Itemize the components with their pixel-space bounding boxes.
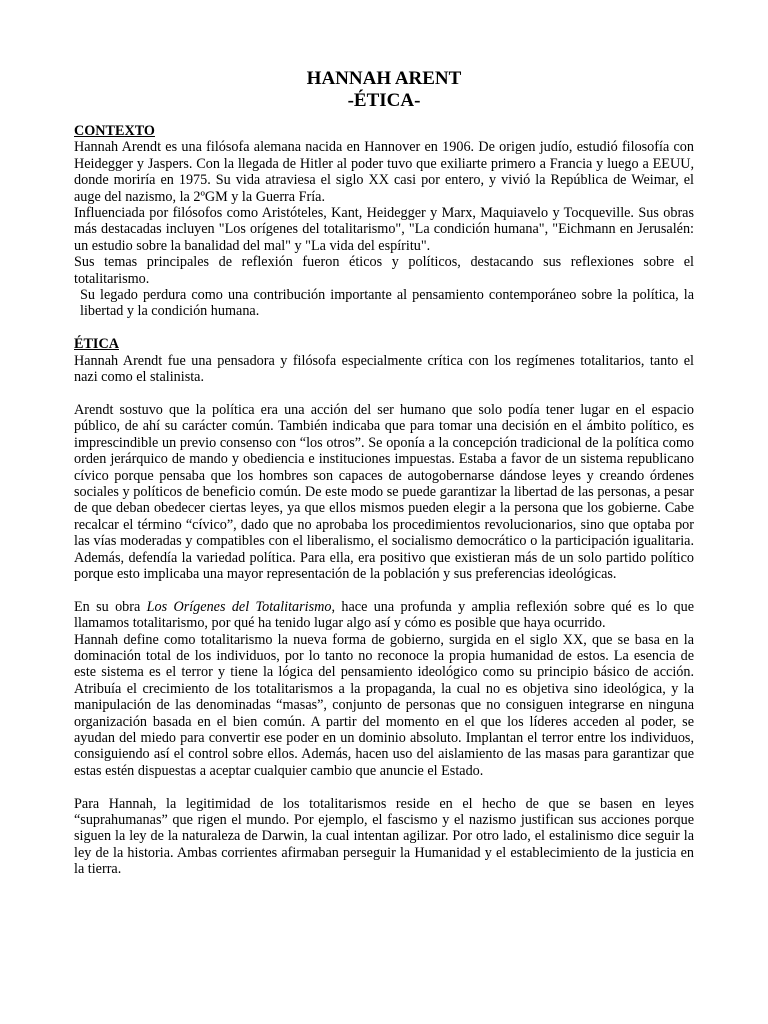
title-line-2: -ÉTICA- — [347, 90, 421, 111]
heading-contexto: CONTEXTO — [74, 123, 155, 139]
etica-paragraph-3 — [74, 599, 694, 632]
spacer — [74, 779, 694, 795]
spacer — [74, 582, 694, 598]
etica-paragraph-5: Para Hannah, la legitimidad de los totalitarismos reside en el hecho de que se basen en leyes “suprahumanas” que rigen el mundo. Por ejemplo, el fascismo y el nazismo justifican sus acciones porque siguen la ley de la naturaleza de Darwin, la cual intentan agilizar. Por otro lado, el estalinismo dice seguir la ley de la historia. Ambas corrientes afirmaban perseguir la Humanidad y el establecimiento de la justicia en la tierra. — [74, 795, 694, 878]
title-line-1: HANNAH ARENT — [306, 68, 462, 89]
contexto-paragraph-3: Sus temas principales de reflexión fueron éticos y políticos, destacando sus reflexiones sobre el totalitarismo. — [74, 254, 694, 287]
section-contexto — [74, 123, 694, 320]
section-etica — [74, 336, 694, 877]
spacer — [74, 385, 694, 401]
contexto-paragraph-4: Su legado perdura como una contribución importante al pensamiento contemporáneo sobre la política, la libertad y la condición humana. — [80, 287, 694, 320]
contexto-paragraph-2: Influenciada por filósofos como Aristóteles, Kant, Heidegger y Marx, Maquiavelo y Tocqueville. Sus obras más destacadas incluyen "Los orígenes del totalitarismo", "La condición humana", "Eichmann en Jerusalén: un estudio sobre la banalidad del mal" y "La vida del espíritu". — [74, 205, 694, 254]
contexto-paragraph-1: Hannah Arendt es una filósofa alemana nacida en Hannover en 1906. De origen judío, estudió filosofía con Heidegger y Jaspers. Con la llegada de Hitler al poder tuvo que exiliarte primero a Francia y luego a EEUU, donde moriría en 1975. Su vida atraviesa el siglo XX casi por entero, y vivió la República de Weimar, el auge del nazismo, la 2ºGM y la Guerra Fría. — [74, 139, 694, 205]
etica-paragraph-1: Hannah Arendt fue una pensadora y filósofa especialmente crítica con los regímenes totalitarios, tanto el nazi como el stalinista. — [74, 352, 694, 386]
etica-paragraph-3-end: , hace una profunda y amplia reflexión sobre qué es lo que llamamos totalitarismo, por qué ha tenido lugar algo así y cómo es posible que haya ocurrido. — [74, 598, 694, 632]
spacer — [74, 320, 694, 336]
etica-paragraph-3-start: En su obra — [74, 598, 147, 615]
etica-paragraph-2: Arendt sostuvo que la política era una acción del ser humano que solo podía tener lugar en el espacio público, de ahí su carácter común. También indicaba que para tomar una decisión en el ámbito político, es imprescindible un previo consenso con “los otros”. Se oponía a la concepción tradicional de la política como orden jerárquico de mando y obediencia e instituciones impuestas. Estaba a favor de un sistema republicano cívico porque pensaba que los hombres son capaces de autogobernarse dándose leyes y creando órdenes sociales y políticos de beneficio común. De este modo se puede garantizar la libertad de las personas, a pesar de que deban obedecer ciertas leyes, ya que ellos mismos pueden elegir a la persona que los gobierne. Cabe recalcar el término “cívico”, dado que no aprobaba los procedimientos revolucionarios, sino que optaba por las vías moderadas y compatibles con el liberalismo, el socialismo democrático o la participación igualitaria. Además, defendía la variedad política. Para ella, era positivo que existieran más de un solo partido político porque esto implicaba una mayor representación de la población y sus preferencias ideológicas. — [74, 401, 694, 582]
etica-paragraph-4: Hannah define como totalitarismo la nueva forma de gobierno, surgida en el siglo XX, que se basa en la dominación total de los individuos, por lo tanto no reconoce la propia humanidad de estos. La esencia de este sistema es el terror y tiene la lógica del pensamiento ideológico como su principio básico de acción. Atribuía el crecimiento de los totalitarismos a la propaganda, la cual no es objetiva sino ideológica, y la manipulación de las denominadas “masas”, conjunto de personas que no consiguen integrarse en ninguna organización basada en el bien común. A partir del momento en el que los líderes acceden al poder, se ayudan del miedo para convertir ese poder en un dominio absoluto. Implantan el terror entre los individuos, consiguiendo así el control sobre ellos. Además, hacen uso del aislamiento de las masas para garantizar que estas estén dispuestas a aceptar cualquier cambio que anuncie el Estado. — [74, 631, 694, 779]
book-title-italic: Los Orígenes del Totalitarismo — [146, 598, 332, 615]
heading-etica: ÉTICA — [74, 336, 119, 353]
document-title — [74, 68, 694, 112]
